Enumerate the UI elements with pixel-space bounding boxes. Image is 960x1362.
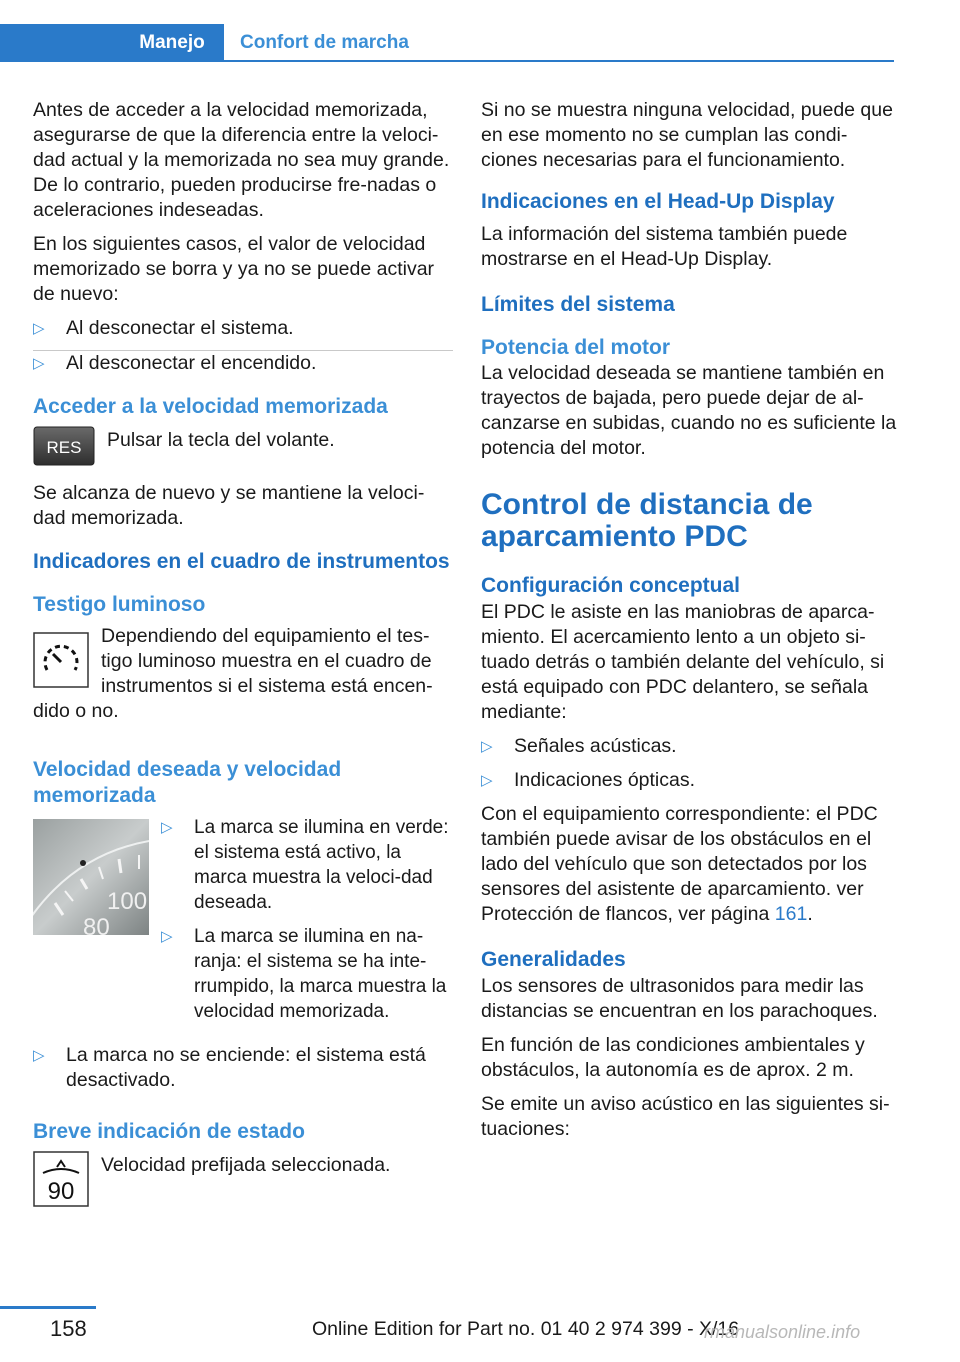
tab-manejo[interactable]: Manejo xyxy=(120,24,224,62)
paragraph: Los sensores de ultrasonidos para medir las distancias se encuentran en los parachoques. xyxy=(481,975,878,1022)
section-heading: Potencia del motor xyxy=(481,336,671,359)
header-rule xyxy=(224,60,894,62)
section-heading: Indicaciones en el Head-Up Display xyxy=(481,190,835,213)
paragraph: Antes de acceder a la velocidad memorizada, asegurarse de que la diferencia entre la veloci‐dad actual y la memorizada no sea muy grande. De lo contrario, pueden producirse fre‐nadas o aceleraciones indeseadas. xyxy=(33,99,450,221)
bullet-triangle-icon: ▷ xyxy=(161,928,173,945)
bullet-triangle-icon: ▷ xyxy=(33,355,45,372)
speedometer-image xyxy=(33,819,149,1033)
section-heading: Generalidades xyxy=(481,948,626,971)
bullet-list xyxy=(33,1043,453,1093)
page-link[interactable]: 161 xyxy=(774,903,808,925)
paragraph: En función de las condiciones ambientales y obstáculos, la autonomía es de aprox. 2 m. xyxy=(481,1034,865,1081)
paragraph: Se alcanza de nuevo y se mantiene la veloci‐dad memorizada. xyxy=(33,482,425,529)
svg-text:100: 100 xyxy=(107,888,148,915)
section-heading: Velocidad deseada y velocidad memorizada xyxy=(33,758,342,807)
paragraph: La información del sistema también puede mostrarse en el Head-Up Display. xyxy=(481,223,848,270)
bullet-list xyxy=(481,734,901,793)
right-column xyxy=(481,98,901,1151)
section-heading: Configuración conceptual xyxy=(481,574,741,597)
paragraph: Se emite un aviso acústico en las siguientes si‐tuaciones: xyxy=(481,1093,890,1140)
speedometer-warning-icon xyxy=(33,632,89,693)
speed-status-text: Velocidad prefijada seleccionada. xyxy=(101,1154,391,1176)
svg-text:RES: RES xyxy=(46,438,82,457)
bullet-triangle-icon: ▷ xyxy=(481,772,493,789)
speed-90-icon xyxy=(33,1151,89,1212)
bullet-triangle-icon: ▷ xyxy=(481,738,493,755)
testigo-block xyxy=(33,624,453,733)
section-heading: Límites del sistema xyxy=(481,293,675,316)
page-header xyxy=(0,0,960,64)
edition-note: Online Edition for Part no. 01 40 2 974 399 - X/16 xyxy=(312,1318,740,1340)
section-heading: Breve indicación de estado xyxy=(33,1120,305,1143)
speed-status-row xyxy=(33,1151,453,1212)
bullet-list xyxy=(33,316,453,376)
list-item: ▷ La marca se ilumina en na‐ranja: el sistema se ha inte‐rrumpido, la marca muestra la velocidad memorizada. xyxy=(161,926,447,1022)
testigo-text: Dependiendo del equipamiento el tes‐tigo luminoso muestra en el cuadro de instrumentos si el sistema está encen‐dido o no. xyxy=(33,625,433,722)
paragraph: Si no se muestra ninguna velocidad, puede que en ese momento no se cumplan las condi‐ciones necesarias para el funcionamiento. xyxy=(481,99,893,171)
paragraph: La velocidad deseada se mantiene también en trayectos de bajada, pero puede dejar de al‐canzarse en subidas, cuando no es suficiente la potencia del motor. xyxy=(481,362,897,459)
svg-text:90: 90 xyxy=(47,1178,75,1205)
list-item: ▷ Al desconectar el sistema. xyxy=(33,317,294,339)
list-item: ▷ Indicaciones ópticas. xyxy=(481,769,696,791)
gauge-block xyxy=(33,815,453,1033)
list-item: ▷ La marca se ilumina en verde: el sistema está activo, la marca muestra la veloci‐dad deseada. xyxy=(161,817,449,913)
res-button-row xyxy=(33,426,453,471)
bullet-triangle-icon: ▷ xyxy=(33,1047,45,1064)
list-item: ▷ La marca no se enciende: el sistema está desactivado. xyxy=(33,1044,426,1091)
paragraph: En los siguientes casos, el valor de velocidad memorizado se borra y ya no se puede activar de nuevo: xyxy=(33,233,435,305)
section-heading: Testigo luminoso xyxy=(33,593,206,616)
res-instruction: Pulsar la tecla del volante. xyxy=(107,429,335,451)
watermark: rmanualsonline.info xyxy=(704,1322,861,1342)
res-button-icon xyxy=(33,426,95,471)
footer-rule xyxy=(0,1306,96,1309)
section-heading: Acceder a la velocidad memorizada xyxy=(33,395,388,418)
bullet-triangle-icon: ▷ xyxy=(161,819,173,836)
header-accent-bar xyxy=(0,24,120,62)
left-column xyxy=(33,98,453,1222)
page-number: 158 xyxy=(50,1316,87,1341)
bullet-triangle-icon: ▷ xyxy=(33,320,45,337)
paragraph: El PDC le asiste en las maniobras de aparca‐miento. El acercamiento lento a un objeto si‐tuado detrás o también delante del vehículo, si está equipado con PDC delantero, se señala mediante: xyxy=(481,601,885,723)
section-heading: Indicadores en el cuadro de instrumentos xyxy=(33,550,450,573)
gauge-bullet-list xyxy=(161,815,453,1033)
list-item: ▷ Señales acústicas. xyxy=(481,735,677,757)
svg-text:80: 80 xyxy=(83,914,110,935)
list-item: ▷ Al desconectar el encendido. xyxy=(33,352,317,374)
tab-confort-de-marcha[interactable]: Confort de marcha xyxy=(240,32,409,53)
paragraph: Con el equipamiento correspondiente: el PDC también puede avisar de los obstáculos en el lado del vehículo que son detectados por los sensores del asistente de aparcamiento. ver Protección de flancos, ver página 161. xyxy=(481,803,878,925)
chapter-heading: Control de distancia de aparcamiento PDC xyxy=(481,488,813,553)
